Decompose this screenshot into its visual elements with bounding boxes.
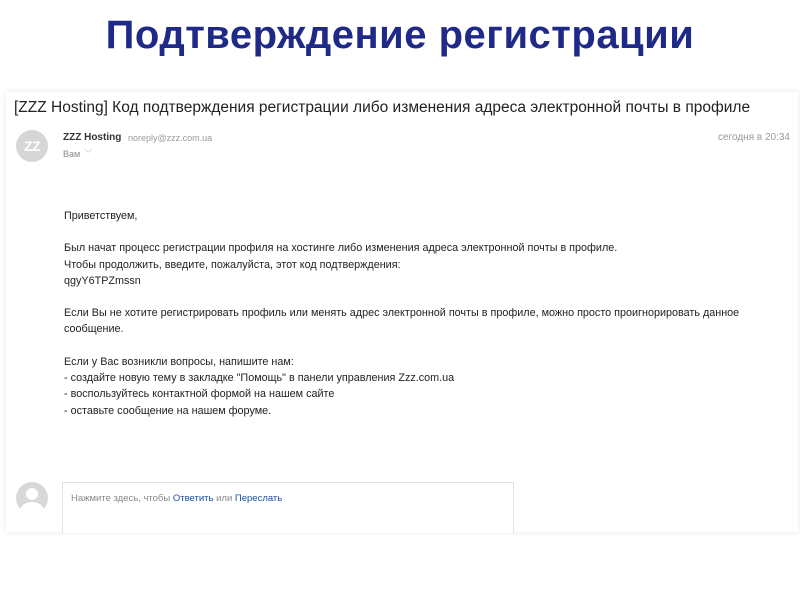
page-title: Подтверждение регистрации xyxy=(105,13,695,57)
confirmation-code: qgyY6TPZmssn xyxy=(64,274,141,287)
intro-line-1: Был начат процесс регистрации профиля на хостинге либо изменения адреса электронной почты в профиле. xyxy=(64,242,618,255)
sender-avatar[interactable]: ZZ xyxy=(16,130,48,162)
intro-line-2: Чтобы продолжить, введите, пожалуйста, этот код подтверждения: xyxy=(64,258,401,271)
email-subject: [ZZZ Hosting] Код подтверждения регистрации либо изменения адреса электронной почты в профиле xyxy=(14,99,751,116)
reply-prompt-or: или xyxy=(213,493,235,504)
questions-title: Если у Вас возникли вопросы, напишите нам: xyxy=(64,355,294,368)
paragraph-intro xyxy=(64,240,784,289)
paragraph-questions xyxy=(64,354,784,419)
email-body xyxy=(64,208,784,435)
recipient-label: Вам xyxy=(63,148,81,159)
reply-box[interactable] xyxy=(62,482,514,533)
paragraph-ignore: Если Вы не хотите регистрировать профиль или менять адрес электронной почты в профиле, можно просто проигнорировать данное сообщение. xyxy=(64,307,740,336)
reply-link[interactable]: Ответить xyxy=(172,493,214,504)
sender-name[interactable]: ZZZ Hosting xyxy=(63,132,122,143)
user-avatar-icon xyxy=(16,482,48,514)
email-view xyxy=(6,92,798,532)
reply-prompt xyxy=(71,493,282,504)
list-item: - создайте новую тему в закладке "Помощь" в панели управления Zzz.com.ua xyxy=(64,372,455,385)
email-date: сегодня в 20:34 xyxy=(718,132,790,143)
greeting: Приветствуем, xyxy=(64,210,138,222)
sender-email: noreply@zzz.com.ua xyxy=(128,133,213,143)
list-item: - воспользуйтесь контактной формой на нашем сайте xyxy=(64,388,335,401)
forward-link[interactable]: Переслать xyxy=(234,493,283,504)
reply-prompt-prefix: Нажмите здесь, чтобы xyxy=(71,493,173,504)
recipient-toggle[interactable] xyxy=(63,148,92,159)
list-item: - оставьте сообщение на нашем форуме. xyxy=(64,404,272,417)
chevron-down-icon: ﹀ xyxy=(84,149,93,158)
